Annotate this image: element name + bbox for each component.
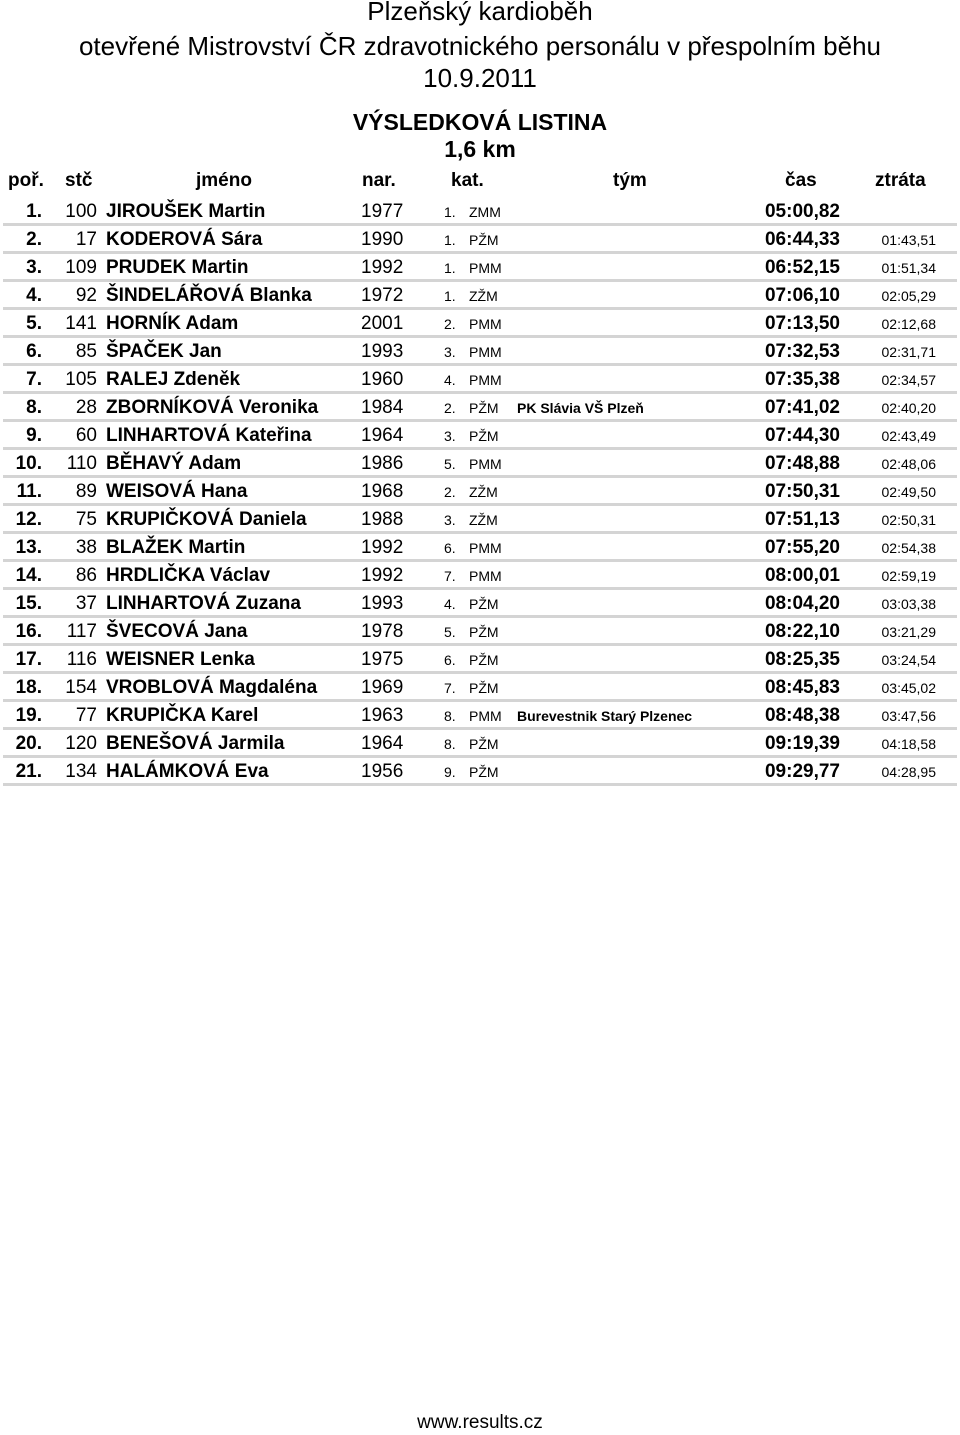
cell-category-rank: 6. [444, 652, 456, 668]
cell-rank: 2. [26, 229, 42, 250]
cell-category-rank: 4. [444, 372, 456, 388]
cell-name: BLAŽEK Martin [106, 537, 246, 558]
cell-category-rank: 5. [444, 624, 456, 640]
cell-birth-year: 1986 [361, 453, 404, 474]
cell-birth-year: 1975 [361, 649, 404, 670]
footer-url: www.results.cz [417, 1412, 543, 1433]
cell-category: ZŽM [469, 288, 498, 304]
table-row [0, 758, 960, 786]
cell-category-rank: 8. [444, 708, 456, 724]
cell-gap: 04:28,95 [881, 764, 936, 780]
cell-bib: 75 [75, 509, 97, 530]
cell-name: LINHARTOVÁ Kateřina [106, 425, 312, 446]
results-heading: VÝSLEDKOVÁ LISTINA [352, 109, 608, 135]
cell-category-rank: 2. [444, 484, 456, 500]
cell-name: ŠPAČEK Jan [106, 341, 222, 362]
column-header-birth-year: nar. [362, 170, 396, 191]
cell-time: 07:41,02 [764, 397, 840, 418]
cell-category-rank: 3. [444, 428, 456, 444]
cell-category-rank: 7. [444, 680, 456, 696]
cell-category-rank: 1. [444, 204, 456, 220]
cell-category-rank: 5. [444, 456, 456, 472]
column-header-bib: stč [65, 170, 93, 191]
cell-name: HALÁMKOVÁ Eva [106, 761, 269, 782]
cell-category: ZMM [469, 204, 501, 220]
cell-name: HRDLIČKA Václav [106, 565, 271, 586]
cell-gap: 01:43,51 [881, 232, 936, 248]
cell-name: LINHARTOVÁ Zuzana [106, 593, 301, 614]
cell-rank: 17. [15, 649, 42, 670]
cell-time: 07:48,88 [764, 453, 840, 474]
cell-rank: 7. [26, 369, 42, 390]
cell-time: 08:48,38 [764, 705, 840, 726]
cell-gap: 02:48,06 [881, 456, 936, 472]
cell-name: RALEJ Zdeněk [106, 369, 241, 390]
cell-birth-year: 1988 [361, 509, 404, 530]
cell-category: PŽM [469, 400, 499, 416]
cell-bib: 105 [65, 369, 97, 390]
column-header-time: čas [785, 170, 817, 191]
table-row [0, 730, 960, 758]
cell-birth-year: 1993 [361, 341, 404, 362]
cell-category: PŽM [469, 680, 499, 696]
cell-team: PK Slávia VŠ Plzeň [517, 400, 644, 416]
column-header-name: jméno [196, 170, 252, 191]
cell-category: PMM [469, 316, 502, 332]
cell-category: PŽM [469, 624, 499, 640]
cell-category-rank: 8. [444, 736, 456, 752]
cell-bib: 141 [65, 313, 97, 334]
cell-birth-year: 1964 [361, 425, 404, 446]
cell-birth-year: 1992 [361, 257, 404, 278]
cell-time: 09:19,39 [764, 733, 840, 754]
column-header-rank: poř. [8, 170, 44, 191]
cell-name: WEISOVÁ Hana [106, 481, 248, 502]
event-subtitle: otevřené Mistrovství ČR zdravotnického personálu v přespolním běhu [78, 31, 882, 61]
cell-bib: 120 [65, 733, 97, 754]
cell-bib: 109 [65, 257, 97, 278]
cell-time: 07:32,53 [764, 341, 840, 362]
cell-bib: 28 [75, 397, 97, 418]
table-row [0, 338, 960, 366]
cell-category: PMM [469, 372, 502, 388]
cell-birth-year: 1972 [361, 285, 404, 306]
cell-name: PRUDEK Martin [106, 257, 249, 278]
table-row [0, 618, 960, 646]
cell-category-rank: 3. [444, 344, 456, 360]
column-header-team: tým [613, 170, 647, 191]
cell-rank: 3. [26, 257, 42, 278]
cell-rank: 19. [15, 705, 42, 726]
event-date: 10.9.2011 [423, 63, 537, 93]
cell-category: PŽM [469, 428, 499, 444]
table-row [0, 226, 960, 254]
cell-name: KODEROVÁ Sára [106, 229, 263, 250]
table-header [0, 166, 960, 196]
cell-category-rank: 1. [444, 260, 456, 276]
cell-birth-year: 1978 [361, 621, 404, 642]
cell-bib: 110 [66, 453, 97, 474]
cell-rank: 18. [15, 677, 42, 698]
cell-gap: 02:31,71 [881, 344, 936, 360]
cell-gap: 02:54,38 [881, 540, 936, 556]
cell-rank: 11. [16, 481, 42, 502]
cell-time: 08:22,10 [764, 621, 840, 642]
cell-time: 07:06,10 [764, 285, 840, 306]
cell-birth-year: 1992 [361, 565, 404, 586]
cell-category-rank: 6. [444, 540, 456, 556]
cell-rank: 1. [26, 201, 42, 222]
cell-time: 07:44,30 [764, 425, 840, 446]
cell-category: PŽM [469, 736, 499, 752]
cell-gap: 01:51,34 [881, 260, 936, 276]
cell-gap: 04:18,58 [881, 736, 936, 752]
cell-birth-year: 1969 [361, 677, 404, 698]
cell-time: 08:00,01 [764, 565, 840, 586]
column-header-gap: ztráta [875, 170, 926, 191]
table-row [0, 366, 960, 394]
column-header-category: kat. [451, 170, 484, 191]
cell-category: PŽM [469, 596, 499, 612]
cell-rank: 4. [26, 285, 42, 306]
cell-time: 08:45,83 [764, 677, 840, 698]
cell-gap: 03:03,38 [881, 596, 936, 612]
cell-category-rank: 9. [444, 764, 456, 780]
cell-bib: 38 [75, 537, 97, 558]
cell-category: PMM [469, 568, 502, 584]
cell-bib: 17 [75, 229, 97, 250]
cell-rank: 15. [15, 593, 42, 614]
cell-category: PŽM [469, 652, 499, 668]
cell-time: 07:13,50 [764, 313, 840, 334]
cell-category-rank: 4. [444, 596, 456, 612]
cell-team: Burevestnik Starý Plzenec [517, 708, 693, 724]
table-row [0, 562, 960, 590]
cell-bib: 154 [65, 677, 97, 698]
cell-rank: 6. [26, 341, 42, 362]
cell-bib: 85 [75, 341, 97, 362]
table-row [0, 282, 960, 310]
cell-category: PMM [469, 344, 502, 360]
cell-gap: 03:24,54 [881, 652, 936, 668]
cell-category: PMM [469, 456, 502, 472]
cell-rank: 9. [26, 425, 42, 446]
cell-rank: 8. [26, 397, 42, 418]
cell-gap: 02:59,19 [881, 568, 936, 584]
table-row [0, 534, 960, 562]
cell-category-rank: 1. [444, 288, 456, 304]
cell-birth-year: 1956 [361, 761, 404, 782]
cell-category: PMM [469, 540, 502, 556]
cell-birth-year: 1960 [361, 369, 404, 390]
cell-category: ZŽM [469, 512, 498, 528]
cell-gap: 02:49,50 [881, 484, 936, 500]
cell-birth-year: 1984 [361, 397, 404, 418]
cell-gap: 02:34,57 [881, 372, 936, 388]
cell-name: KRUPIČKA Karel [106, 705, 259, 726]
table-row [0, 702, 960, 730]
cell-name: VROBLOVÁ Magdaléna [106, 677, 318, 698]
cell-name: ŠVECOVÁ Jana [106, 621, 248, 642]
cell-birth-year: 1990 [361, 229, 404, 250]
cell-time: 07:55,20 [764, 537, 840, 558]
cell-bib: 37 [75, 593, 97, 614]
cell-birth-year: 1963 [361, 705, 404, 726]
cell-name: HORNÍK Adam [106, 313, 239, 334]
cell-bib: 89 [75, 481, 97, 502]
cell-name: ŠINDELÁŘOVÁ Blanka [106, 285, 312, 306]
race-distance: 1,6 km [444, 136, 516, 162]
cell-bib: 60 [75, 425, 97, 446]
cell-rank: 20. [15, 733, 42, 754]
table-row [0, 422, 960, 450]
cell-category: PŽM [469, 232, 499, 248]
table-row [0, 590, 960, 618]
cell-rank: 12. [15, 509, 42, 530]
cell-category-rank: 7. [444, 568, 456, 584]
cell-name: BENEŠOVÁ Jarmila [106, 733, 285, 754]
cell-birth-year: 2001 [361, 313, 404, 334]
cell-birth-year: 1977 [361, 201, 404, 222]
table-row [0, 478, 960, 506]
cell-time: 05:00,82 [764, 201, 840, 222]
cell-bib: 92 [75, 285, 97, 306]
cell-gap: 02:50,31 [881, 512, 936, 528]
cell-bib: 134 [65, 761, 97, 782]
table-row [0, 310, 960, 338]
cell-category: PMM [469, 708, 502, 724]
cell-name: BĚHAVÝ Adam [106, 453, 242, 474]
cell-category: PMM [469, 260, 502, 276]
cell-gap: 02:05,29 [881, 288, 936, 304]
cell-birth-year: 1992 [361, 537, 404, 558]
cell-name: ZBORNÍKOVÁ Veronika [106, 397, 319, 418]
cell-rank: 13. [15, 537, 42, 558]
cell-time: 07:50,31 [764, 481, 840, 502]
cell-gap: 02:40,20 [881, 400, 936, 416]
table-row [0, 198, 960, 226]
cell-birth-year: 1964 [361, 733, 404, 754]
cell-gap: 03:45,02 [881, 680, 936, 696]
table-row [0, 674, 960, 702]
cell-time: 07:35,38 [764, 369, 840, 390]
cell-name: KRUPIČKOVÁ Daniela [106, 509, 307, 530]
cell-bib: 116 [66, 649, 97, 670]
table-row [0, 506, 960, 534]
cell-name: WEISNER Lenka [106, 649, 255, 670]
table-row [0, 450, 960, 478]
cell-rank: 21. [15, 761, 42, 782]
table-row [0, 394, 960, 422]
cell-gap: 02:43,49 [881, 428, 936, 444]
cell-gap: 03:21,29 [881, 624, 936, 640]
cell-rank: 14. [15, 565, 42, 586]
cell-bib: 117 [66, 621, 97, 642]
cell-rank: 10. [15, 453, 42, 474]
cell-category-rank: 3. [444, 512, 456, 528]
cell-category: ZŽM [469, 484, 498, 500]
cell-birth-year: 1993 [361, 593, 404, 614]
cell-bib: 77 [75, 705, 97, 726]
table-row [0, 254, 960, 282]
cell-category: PŽM [469, 764, 499, 780]
cell-rank: 5. [26, 313, 42, 334]
cell-rank: 16. [15, 621, 42, 642]
cell-name: JIROUŠEK Martin [106, 201, 266, 222]
cell-time: 08:25,35 [764, 649, 840, 670]
cell-bib: 86 [75, 565, 97, 586]
cell-time: 07:51,13 [764, 509, 840, 530]
table-row [0, 646, 960, 674]
cell-time: 08:04,20 [764, 593, 840, 614]
cell-birth-year: 1968 [361, 481, 404, 502]
cell-gap: 02:12,68 [881, 316, 936, 332]
cell-time: 09:29,77 [764, 761, 840, 782]
cell-gap: 03:47,56 [881, 708, 936, 724]
cell-bib: 100 [65, 201, 97, 222]
cell-time: 06:52,15 [764, 257, 840, 278]
cell-category-rank: 1. [444, 232, 456, 248]
cell-category-rank: 2. [444, 316, 456, 332]
event-title: Plzeňský kardioběh [367, 0, 593, 26]
cell-category-rank: 2. [444, 400, 456, 416]
cell-time: 06:44,33 [764, 229, 840, 250]
